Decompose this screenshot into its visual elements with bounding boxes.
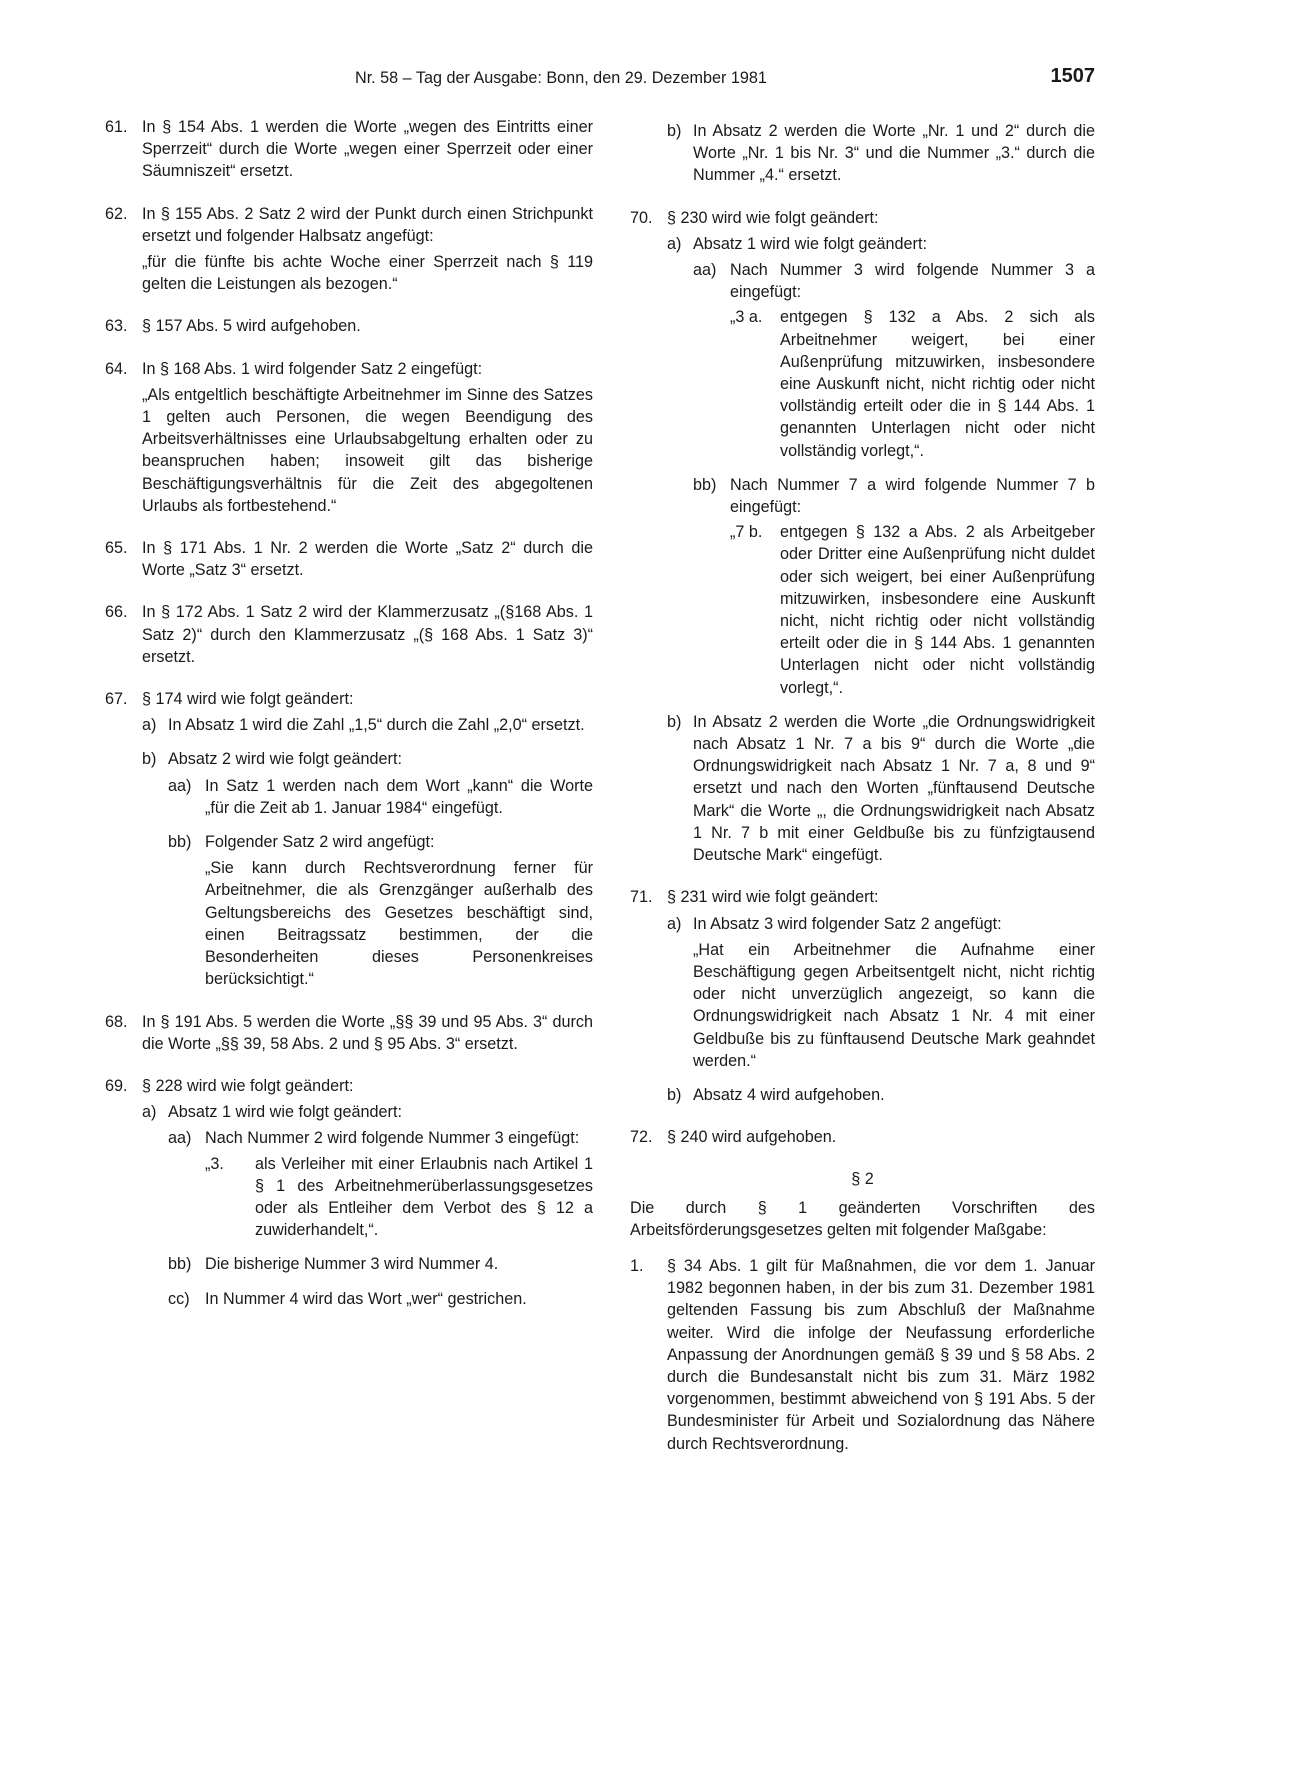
item-text: § 174 wird wie folgt geändert: xyxy=(142,690,354,709)
item-text: § 240 wird aufgehoben. xyxy=(667,1128,837,1147)
item-number: 68. xyxy=(105,1012,128,1031)
quote-text: als Verleiher mit einer Erlaubnis nach Artikel 1 § 1 des Arbeitnehmerüberlassungsgesetzes oder als Entleiher dem Verbot des § 12 a zuwiderhandelt,“. xyxy=(255,1154,593,1240)
item-text: § 231 wird wie folgt geändert: xyxy=(667,888,879,907)
sub-label: a) xyxy=(667,914,682,933)
quote-label: „3. xyxy=(205,1154,224,1173)
sub-item-a xyxy=(142,1101,593,1310)
item-69 xyxy=(105,1075,593,1310)
item-text: In § 154 Abs. 1 werden die Worte „wegen des Eintritts einer Sperrzeit“ durch die Worte „wegen einer Sperrzeit oder einer Säumniszeit“ ersetzt. xyxy=(142,118,593,181)
item-69-continued xyxy=(630,120,1095,187)
item-65 xyxy=(105,537,593,581)
left-column xyxy=(105,116,593,1330)
sub-text: In Nummer 4 wird das Wort „wer“ gestrichen. xyxy=(205,1289,527,1308)
sub-text: In Absatz 1 wird die Zahl „1,5“ durch die Zahl „2,0“ ersetzt. xyxy=(168,716,585,735)
sub-text: Absatz 4 wird aufgehoben. xyxy=(693,1085,885,1104)
item-number: 67. xyxy=(105,690,128,709)
sub-item-bb xyxy=(693,474,1095,699)
sub-item-a xyxy=(667,233,1095,699)
item-number: 1. xyxy=(630,1256,644,1275)
sub-label: bb) xyxy=(693,475,717,494)
item-text: In § 171 Abs. 1 Nr. 2 werden die Worte „Satz 2“ durch die Worte „Satz 3“ ersetzt. xyxy=(142,539,593,580)
item-72 xyxy=(630,1126,1095,1148)
item-number: 69. xyxy=(105,1076,128,1095)
item-61 xyxy=(105,116,593,183)
sub-text: Die bisherige Nummer 3 wird Nummer 4. xyxy=(205,1255,499,1274)
item-number: 63. xyxy=(105,317,128,336)
item-number: 70. xyxy=(630,208,653,227)
item-67 xyxy=(105,688,593,990)
quote: „für die fünfte bis achte Woche einer Sperrzeit nach § 119 gelten die Leistungen als bezogen.“ xyxy=(142,253,593,294)
item-64 xyxy=(105,358,593,517)
sub-label: bb) xyxy=(168,833,192,852)
sub-text: Folgender Satz 2 wird angefügt: xyxy=(205,833,435,852)
sub-label: a) xyxy=(142,1103,157,1122)
quote-label: „7 b. xyxy=(730,523,763,542)
sub-item-b xyxy=(667,1084,1095,1106)
item-text: In § 172 Abs. 1 Satz 2 wird der Klammerzusatz „(§168 Abs. 1 Satz 2)“ durch den Klammerzusatz „(§ 168 Abs. 1 Satz 3)“ ersetzt. xyxy=(142,603,593,666)
quoted-number xyxy=(730,521,1095,699)
sub-text: Nach Nummer 7 a wird folgende Nummer 7 b eingefügt: xyxy=(730,475,1095,517)
sub-item-aa xyxy=(693,259,1095,462)
sub-item-bb xyxy=(168,1253,593,1275)
right-column xyxy=(630,116,1095,1475)
item-70 xyxy=(630,207,1095,867)
item-text: In § 191 Abs. 5 werden die Worte „§§ 39 und 95 Abs. 3“ durch die Worte „§§ 39, 58 Abs. 2 und § 95 Abs. 3“ ersetzt. xyxy=(142,1012,593,1053)
sub-label: b) xyxy=(667,1085,682,1104)
sub-text: Absatz 2 wird wie folgt geändert: xyxy=(168,750,402,769)
item-number: 61. xyxy=(105,118,128,136)
sub-text: In Absatz 2 werden die Worte „Nr. 1 und 2“ durch die Worte „Nr. 1 bis Nr. 3“ und die Nummer „3.“ durch die Nummer „4.“ ersetzt. xyxy=(693,122,1095,185)
sub-label: aa) xyxy=(168,1129,192,1148)
section-2-item-1 xyxy=(630,1255,1095,1455)
quote: „Hat ein Arbeitnehmer die Aufnahme einer Beschäftigung gegen Arbeitsentgelt nicht, nicht richtig oder nicht unverzüglich angezeigt, so kann die Ordnungswidrigkeit nach Absatz 1 Nr. 4 mit einer Geldbuße bis zu fünftausend Deutsche Mark geahndet werden.“ xyxy=(693,940,1095,1070)
sub-text: Nach Nummer 3 wird folgende Nummer 3 a eingefügt: xyxy=(730,261,1095,302)
item-number: 64. xyxy=(105,359,128,378)
item-number: 66. xyxy=(105,603,128,622)
sub-text: In Absatz 3 wird folgender Satz 2 angefügt: xyxy=(693,914,1002,933)
item-62 xyxy=(105,203,593,296)
sub-label: bb) xyxy=(168,1255,192,1274)
sub-item-b xyxy=(667,711,1095,866)
quote-label: „3 a. xyxy=(730,308,763,327)
sub-item-a xyxy=(142,714,593,736)
item-71 xyxy=(630,886,1095,1106)
item-number: 65. xyxy=(105,539,128,558)
sub-text: Nach Nummer 2 wird folgende Nummer 3 eingefügt: xyxy=(205,1129,580,1148)
sub-item-aa xyxy=(168,775,593,819)
section-intro: Die durch § 1 geänderten Vorschriften des Arbeitsförderungsgesetzes gelten mit folgender Maßgabe: xyxy=(630,1198,1095,1239)
quote-text: entgegen § 132 a Abs. 2 sich als Arbeitnehmer weigert, bei einer Außenprüfung mitzuwirken, insbesondere eine Auskunft nicht, nicht richtig oder nicht vollständig erteilt oder die in § 144 Abs. 1 genannten Unterlagen nicht oder nicht vollständig vorlegt,“. xyxy=(780,308,1095,460)
sub-label: b) xyxy=(667,712,682,731)
item-text: § 157 Abs. 5 wird aufgehoben. xyxy=(142,317,361,336)
quote: „Als entgeltlich beschäftigte Arbeitnehmer im Sinne des Satzes 1 gelten auch Personen, die wegen Beendigung des Arbeitsverhältnisses eine Urlaubsabgeltung erhalten oder zu beanspruchen haben; insoweit gilt das bisherige Beschäftigungsverhältnis für die Zeit des abgegoltenen Urlaubs als fortbestehend.“ xyxy=(142,385,593,515)
item-number: 71. xyxy=(630,888,653,907)
quoted-number xyxy=(730,306,1095,461)
page-header xyxy=(105,65,1095,91)
item-number: 72. xyxy=(630,1128,653,1147)
quote: „Sie kann durch Rechtsverordnung ferner für Arbeitnehmer, die als Grenzgänger außerhalb des Geltungsbereichs des Gesetzes beschäftigt sind, einen Beitragssatz bestimmen, der die Besonderheiten dieses Personenkreises berücksichtigt.“ xyxy=(205,859,593,989)
sub-label: b) xyxy=(142,750,157,769)
section-heading: § 2 xyxy=(851,1170,874,1189)
quote-text: entgegen § 132 a Abs. 2 als Arbeitgeber oder Dritter eine Außenprüfung nicht duldet oder sich weigert, bei einer Außenprüfung mitzuwirken, insbesondere eine Auskunft nicht, nicht richtig oder nicht vollständig erteilt oder die in § 144 Abs. 1 genannten Unterlagen nicht oder nicht vollständig vorlegt,“. xyxy=(780,523,1095,697)
item-text: In § 168 Abs. 1 wird folgender Satz 2 eingefügt: xyxy=(142,359,483,378)
sub-item-b xyxy=(142,748,593,990)
sub-label: aa) xyxy=(693,261,717,280)
sub-item-cc xyxy=(168,1288,593,1310)
sub-label: cc) xyxy=(168,1289,190,1308)
sub-text: In Absatz 2 werden die Worte „die Ordnungswidrigkeit nach Absatz 1 Nr. 7 a bis 9“ durch die Worte „die Ordnungswidrigkeit nach Absatz 1 Nr. 7 a, 8 und 9“ ersetzt und nach den Worten „fünftausend Deutsche Mark“ die Worte „, die Ordnungswidrigkeit nach Absatz 1 Nr. 7 b mit einer Geldbuße bis zu fünfzigtausend Deutsche Mark“ eingefügt. xyxy=(693,712,1095,865)
header-text: Nr. 58 – Tag der Ausgabe: Bonn, den 29. Dezember 1981 xyxy=(355,69,767,87)
item-text: In § 155 Abs. 2 Satz 2 wird der Punkt durch einen Strichpunkt ersetzt und folgender Halbsatz angefügt: xyxy=(142,204,593,245)
sub-label: b) xyxy=(667,122,682,140)
item-number: 62. xyxy=(105,204,128,223)
sub-label: a) xyxy=(142,716,157,735)
sub-item-a xyxy=(667,913,1095,1072)
quoted-number xyxy=(205,1153,593,1242)
sub-text: Absatz 1 wird wie folgt geändert: xyxy=(693,234,927,253)
sub-label: a) xyxy=(667,234,682,253)
item-text: § 228 wird wie folgt geändert: xyxy=(142,1076,354,1095)
item-text: § 34 Abs. 1 gilt für Maßnahmen, die vor dem 1. Januar 1982 begonnen haben, in der bis zum 31. Dezember 1981 geltenden Fassung bis zum Abschluß der Maßnahme weiter. Wird die infolge der Neufassung erforderliche Anpassung der Anordnungen gemäß § 39 und § 58 Abs. 2 durch die Bundesanstalt nicht bis zum 31. März 1982 vorgenommen, bestimmt abweichend von § 191 Abs. 5 der Bundesminister für Arbeit und Sozialordnung das Nähere durch Rechtsverordnung. xyxy=(667,1256,1095,1453)
page-number: 1507 xyxy=(1050,65,1095,87)
sub-item-aa xyxy=(168,1127,593,1241)
sub-label: aa) xyxy=(168,776,192,795)
sub-item-b xyxy=(667,120,1095,187)
item-66 xyxy=(105,601,593,668)
sub-text: Absatz 1 wird wie folgt geändert: xyxy=(168,1103,402,1122)
sub-item-bb xyxy=(168,831,593,990)
item-text: § 230 wird wie folgt geändert: xyxy=(667,208,879,227)
item-68 xyxy=(105,1011,593,1055)
item-63 xyxy=(105,315,593,337)
sub-text: In Satz 1 werden nach dem Wort „kann“ die Worte „für die Zeit ab 1. Januar 1984“ eingefügt. xyxy=(205,776,593,817)
